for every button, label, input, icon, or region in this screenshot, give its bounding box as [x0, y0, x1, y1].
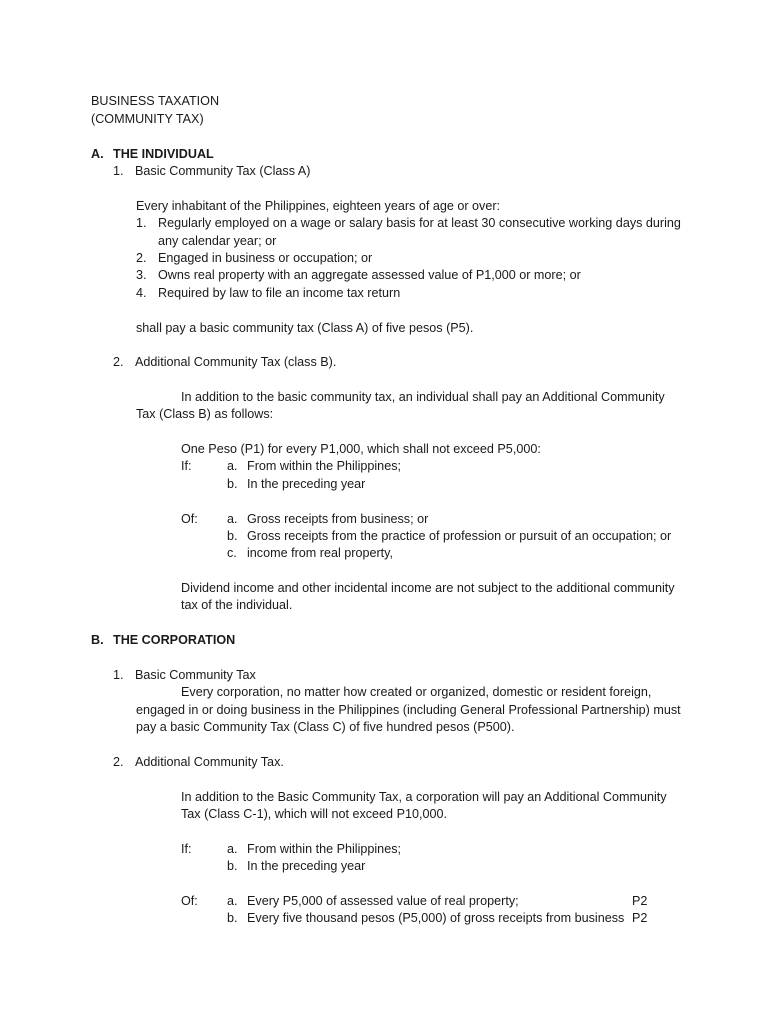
item-letter: b.	[227, 911, 238, 925]
item-number: 1.	[113, 668, 124, 682]
section-b-item1-heading	[113, 667, 256, 684]
section-b-number: B.	[91, 633, 104, 647]
condition-number: 2.	[136, 251, 147, 265]
condition-item	[136, 233, 276, 250]
item-text: From within the Philippines;	[247, 842, 401, 856]
section-a-heading	[91, 146, 214, 163]
condition-number: 3.	[136, 268, 147, 282]
section-a-title: THE INDIVIDUAL	[113, 147, 214, 161]
class-a-intro: Every inhabitant of the Philippines, eighteen years of age or over:	[136, 199, 501, 213]
condition-row	[181, 893, 519, 910]
condition-row	[181, 511, 428, 528]
condition-item	[136, 250, 372, 267]
item-letter: a.	[227, 459, 238, 473]
item-letter: c.	[227, 546, 237, 560]
class-b-paragraph-line2: Tax (Class B) as follows:	[136, 407, 274, 421]
class-c1-paragraph-line2: Tax (Class C-1), which will not exceed P10,000.	[181, 807, 447, 821]
item-letter: b.	[227, 529, 238, 543]
condition-row	[181, 458, 401, 475]
section-a-number: A.	[91, 147, 104, 161]
condition-text: Regularly employed on a wage or salary basis for at least 30 consecutive working days during	[158, 216, 681, 230]
item-number: 2.	[113, 355, 124, 369]
condition-row	[227, 910, 624, 927]
amount-value: P2	[632, 911, 648, 925]
if-label: If:	[181, 459, 192, 473]
condition-row	[227, 476, 365, 493]
item-title: Basic Community Tax (Class A)	[135, 164, 311, 178]
item-letter: a.	[227, 842, 238, 856]
condition-text: Engaged in business or occupation; or	[158, 251, 373, 265]
condition-text: Required by law to file an income tax return	[158, 286, 401, 300]
class-b-paragraph-line1: In addition to the basic community tax, an individual shall pay an Additional Community	[181, 390, 665, 404]
item-text: Every P5,000 of assessed value of real property;	[247, 894, 519, 908]
class-b-note-line1: Dividend income and other incidental income are not subject to the additional community	[181, 581, 675, 595]
condition-row	[227, 858, 365, 875]
item-letter: a.	[227, 894, 238, 908]
item-text: Gross receipts from business; or	[247, 512, 429, 526]
of-label: Of:	[181, 512, 198, 526]
class-c-line3: pay a basic Community Tax (Class C) of five hundred pesos (P500).	[136, 720, 515, 734]
condition-item	[136, 215, 681, 232]
condition-number: 4.	[136, 286, 147, 300]
if-label: If:	[181, 842, 192, 856]
of-label: Of:	[181, 894, 198, 908]
class-b-note-line2: tax of the individual.	[181, 598, 293, 612]
condition-row	[227, 528, 671, 545]
section-a-item1-heading	[113, 163, 310, 180]
document-title: BUSINESS TAXATION	[91, 94, 220, 108]
amount-value: P2	[632, 894, 648, 908]
item-text: In the preceding year	[247, 859, 366, 873]
condition-number: 1.	[136, 216, 147, 230]
condition-row	[181, 841, 401, 858]
item-text: Every five thousand pesos (P5,000) of gross receipts from business	[247, 911, 625, 925]
condition-text: any calendar year; or	[158, 234, 277, 248]
condition-item	[136, 267, 581, 284]
section-a-item2-heading	[113, 354, 336, 371]
item-number: 1.	[113, 164, 124, 178]
condition-item	[136, 285, 400, 302]
condition-row	[227, 545, 393, 562]
class-b-rate: One Peso (P1) for every P1,000, which shall not exceed P5,000:	[181, 442, 541, 456]
item-text: From within the Philippines;	[247, 459, 401, 473]
item-text: Gross receipts from the practice of profession or pursuit of an occupation; or	[247, 529, 672, 543]
item-letter: b.	[227, 859, 238, 873]
item-letter: b.	[227, 477, 238, 491]
class-c1-paragraph-line1: In addition to the Basic Community Tax, a corporation will pay an Additional Community	[181, 790, 667, 804]
section-b-item2-heading	[113, 754, 284, 771]
item-title: Additional Community Tax (class B).	[135, 355, 337, 369]
condition-text: Owns real property with an aggregate assessed value of P1,000 or more; or	[158, 268, 581, 282]
document-subtitle: (COMMUNITY TAX)	[91, 112, 204, 126]
section-b-heading	[91, 632, 235, 649]
item-number: 2.	[113, 755, 124, 769]
class-c-line2: engaged in or doing business in the Philippines (including General Professional Partnership) must	[136, 703, 681, 717]
item-title: Additional Community Tax.	[135, 755, 284, 769]
item-letter: a.	[227, 512, 238, 526]
item-title: Basic Community Tax	[135, 668, 256, 682]
class-a-conclusion: shall pay a basic community tax (Class A) of five pesos (P5).	[136, 321, 474, 335]
class-c-line1: Every corporation, no matter how created or organized, domestic or resident foreign,	[181, 685, 652, 699]
item-text: income from real property,	[247, 546, 394, 560]
item-text: In the preceding year	[247, 477, 366, 491]
section-b-title: THE CORPORATION	[113, 633, 236, 647]
